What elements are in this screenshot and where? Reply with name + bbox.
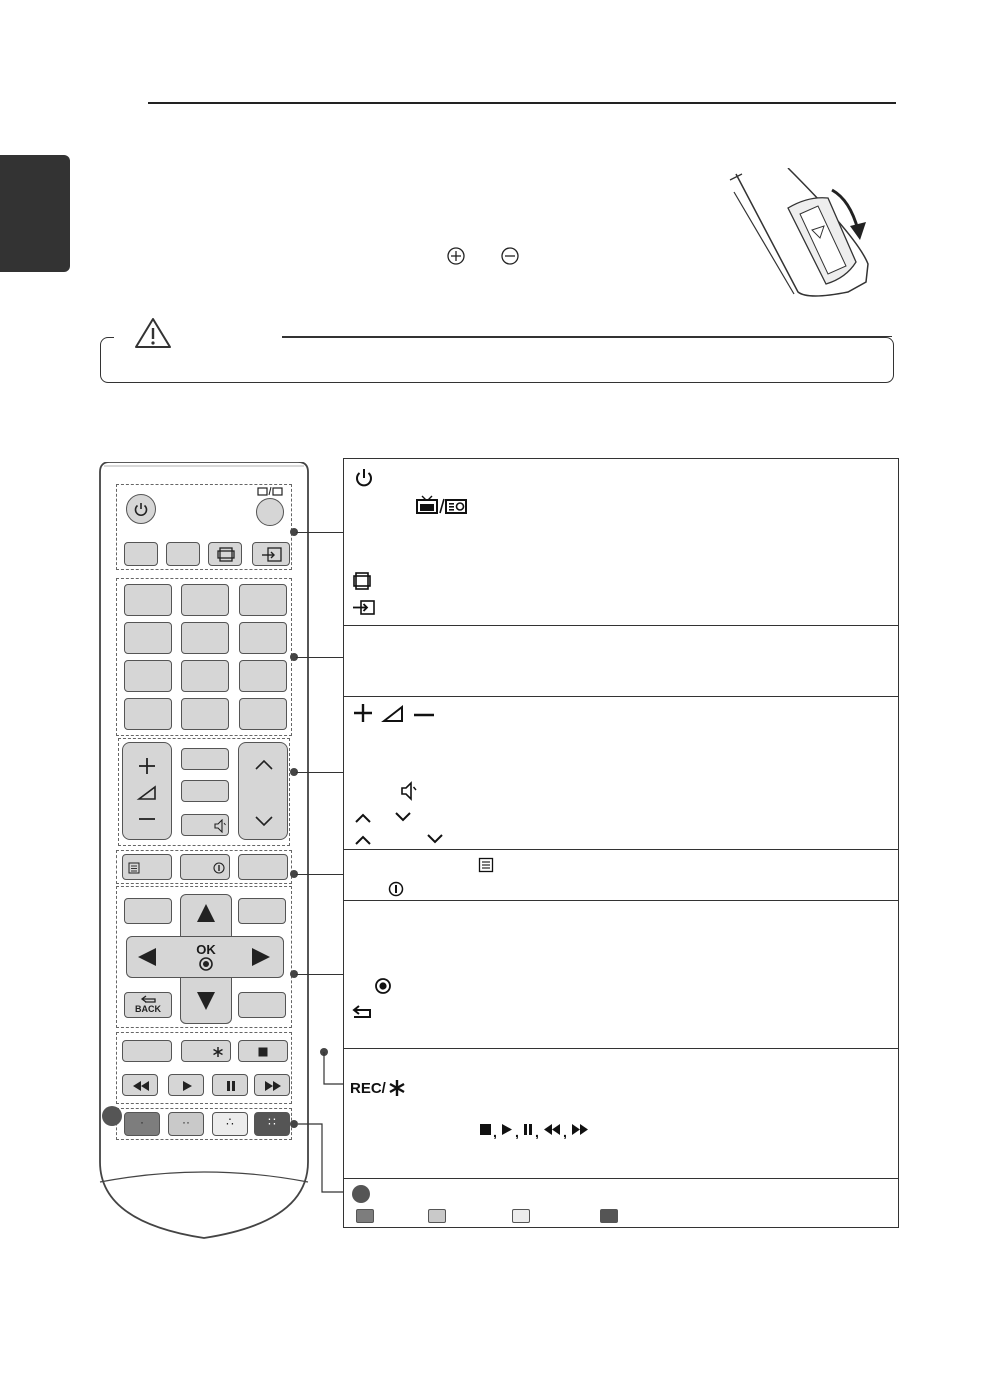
number-button-0[interactable] (181, 698, 229, 730)
mute-icon (214, 819, 226, 833)
number-button-7[interactable] (124, 660, 172, 692)
number-button-1[interactable] (124, 584, 172, 616)
back-icon (350, 1003, 374, 1021)
back-label: BACK (135, 1004, 161, 1014)
yellow-chip (512, 1209, 530, 1223)
power-icon (354, 467, 374, 489)
info-button[interactable] (180, 854, 230, 880)
rewind-icon (544, 1124, 560, 1135)
middle-button-1[interactable] (181, 748, 229, 770)
green-dots-icon: ·· (182, 1115, 190, 1129)
leader-volume (296, 772, 343, 773)
number-button-12[interactable] (239, 698, 287, 730)
play-icon (502, 1124, 512, 1135)
input-button[interactable] (252, 542, 290, 566)
rec-label: REC/ (350, 1080, 386, 1097)
caution-top-line (282, 336, 892, 337)
back-icon (139, 994, 159, 1004)
fastforward-button[interactable] (254, 1074, 290, 1096)
number-button-9[interactable] (239, 660, 287, 692)
playback-button-1[interactable] (122, 1040, 172, 1062)
panel-separator-5 (344, 1048, 898, 1049)
info-icon (213, 862, 225, 874)
rewind-button[interactable] (122, 1074, 158, 1096)
number-button-2[interactable] (181, 584, 229, 616)
teletext-icon (478, 857, 494, 873)
svg-text:,: , (563, 1124, 567, 1139)
up-arrow[interactable] (196, 902, 216, 924)
leader-number (296, 657, 343, 658)
remote-control (98, 462, 310, 1240)
number-button-8[interactable] (181, 660, 229, 692)
blue-chip (600, 1209, 618, 1223)
volume-icon (135, 753, 159, 833)
teletext-icon (128, 862, 140, 874)
power-icon (133, 501, 149, 517)
battery-minus-icon (500, 246, 520, 266)
input-icon (352, 599, 376, 617)
stop-icon (480, 1124, 491, 1135)
panel-separator-4 (344, 900, 898, 901)
panel-separator-2 (344, 696, 898, 697)
right-arrow[interactable] (250, 946, 272, 968)
nav-top-right-button[interactable] (238, 898, 286, 924)
leader-nav (296, 974, 343, 975)
pause-icon (225, 1080, 237, 1092)
channel-icon (252, 753, 276, 833)
panel-separator-1 (344, 625, 898, 626)
leader-info (296, 874, 343, 875)
volume-icon (352, 701, 434, 725)
power-button[interactable] (126, 494, 156, 524)
panel-separator-3 (344, 849, 898, 850)
ok-icon (198, 956, 214, 972)
warning-icon (133, 316, 173, 350)
teletext-button[interactable] (122, 854, 172, 880)
teletext-right-button[interactable] (238, 854, 288, 880)
fastforward-icon (572, 1124, 588, 1135)
svg-text:,: , (493, 1124, 497, 1139)
color-keys-marker (352, 1185, 370, 1203)
svg-text:,: , (515, 1124, 519, 1139)
mute-icon (400, 781, 418, 801)
red-chip (356, 1209, 374, 1223)
header-rule (148, 102, 896, 104)
ok-button-label[interactable]: OK (196, 942, 216, 957)
key-description-panel (343, 458, 899, 1228)
yellow-button[interactable] (212, 1112, 248, 1136)
ratio-button[interactable] (208, 542, 242, 566)
nav-top-left-button[interactable] (124, 898, 172, 924)
panel-separator-6 (344, 1178, 898, 1179)
record-button[interactable] (181, 1040, 231, 1062)
play-button[interactable] (168, 1074, 204, 1096)
mute-button[interactable] (181, 814, 229, 836)
stop-icon (257, 1046, 269, 1058)
channel-rocker[interactable] (238, 742, 288, 840)
ratio-icon (352, 571, 372, 591)
fastforward-icon (263, 1080, 283, 1092)
playback-icons (478, 1121, 598, 1139)
color-keys-marker (102, 1106, 122, 1126)
tv-radio-icon (414, 495, 468, 515)
record-icon (212, 1046, 224, 1058)
section-tab (0, 155, 70, 272)
left-arrow[interactable] (136, 946, 158, 968)
leader-elbows (290, 1046, 346, 1196)
top-button-1[interactable] (124, 542, 158, 566)
channel-arrows-icon-2 (354, 831, 464, 847)
volume-rocker[interactable] (122, 742, 172, 840)
tv-radio-icon (256, 486, 284, 496)
back-button[interactable] (124, 992, 172, 1018)
number-button-4[interactable] (124, 622, 172, 654)
green-chip (428, 1209, 446, 1223)
number-button-10[interactable] (124, 698, 172, 730)
blue-dots-icon: ∷ (268, 1115, 276, 1129)
number-button-3[interactable] (239, 584, 287, 616)
battery-cover-illustration (728, 168, 874, 298)
leader-power (296, 532, 343, 533)
top-button-2[interactable] (166, 542, 200, 566)
record-icon (388, 1079, 406, 1097)
ratio-icon (217, 546, 235, 564)
battery-plus-icon (446, 246, 466, 266)
rewind-icon (131, 1080, 151, 1092)
stop-button[interactable] (238, 1040, 288, 1062)
yellow-dots-icon: ∴ (226, 1115, 234, 1129)
green-button[interactable] (168, 1112, 204, 1136)
channel-arrows-icon (354, 809, 434, 825)
blue-button[interactable] (254, 1112, 290, 1136)
tv-radio-button[interactable] (256, 498, 284, 526)
ok-icon (374, 977, 392, 995)
pause-button[interactable] (212, 1074, 248, 1096)
middle-button-2[interactable] (181, 780, 229, 802)
input-icon (261, 546, 283, 564)
number-button-6[interactable] (239, 622, 287, 654)
red-button[interactable] (124, 1112, 160, 1136)
nav-bottom-right-button[interactable] (238, 992, 286, 1018)
number-button-5[interactable] (181, 622, 229, 654)
svg-text:,: , (535, 1124, 539, 1139)
red-dot-icon: · (140, 1115, 144, 1129)
info-icon (388, 881, 404, 897)
down-arrow[interactable] (196, 990, 216, 1012)
play-icon (181, 1080, 193, 1092)
